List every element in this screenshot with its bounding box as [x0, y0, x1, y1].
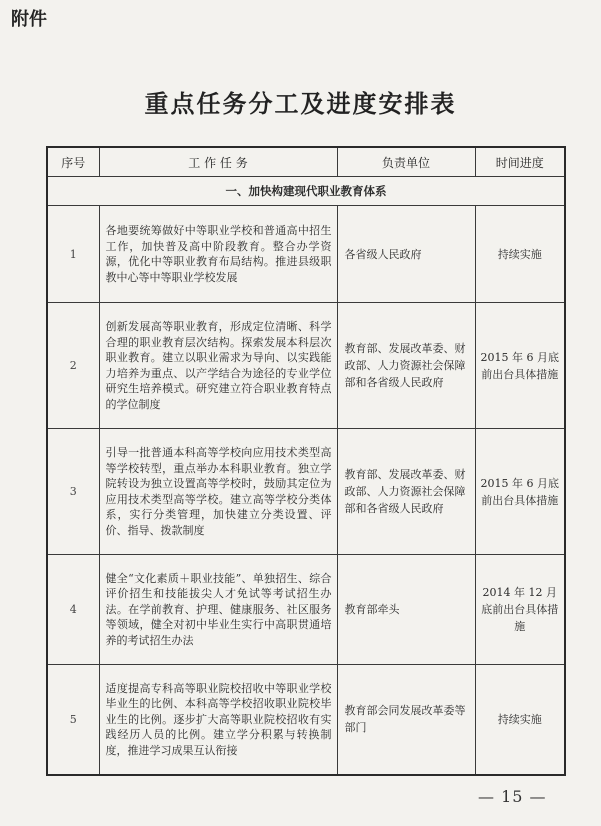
- table-row: [47, 665, 565, 775]
- row-time: 持续实施: [475, 206, 565, 303]
- row-task: 引导一批普通本科高等学校向应用技术类型高等学校转型，重点举办本科职业教育。独立学院转设为独立设置高等学校时，鼓励其定位为应用技术类型高等学校。建立高等学校分类体系，实行分类管理，加快建立分类设置、评价、指导、拨款制度: [99, 429, 337, 555]
- col-header-num: 序号: [47, 147, 99, 177]
- row-task: 适度提高专科高等职业院校招收中等职业学校毕业生的比例、本科高等学校招收职业院校毕业生的比例。逐步扩大高等职业院校招收有实践经历人员的比例。建立学分积累与转换制度，推进学习成果互认衔接: [99, 665, 337, 775]
- row-task: 创新发展高等职业教育，形成定位清晰、科学合理的职业教育层次结构。探索发展本科层次职业教育。建立以职业需求为导向、以实践能力培养为重点、以产学结合为途径的专业学位研究生培养模式。研究建立符合职业教育特点的学位制度: [99, 303, 337, 429]
- row-time: 2014 年 12 月底前出台具体措施: [475, 555, 565, 665]
- table-row: [47, 206, 565, 303]
- page-title: 重点任务分工及进度安排表: [144, 89, 457, 118]
- row-num: 5: [47, 665, 99, 775]
- row-num: 3: [47, 429, 99, 555]
- row-task: 各地要统筹做好中等职业学校和普通高中招生工作，加快普及高中阶段教育。整合办学资源，优化中等职业教育布局结构。推进县级职教中心等中等职业学校发展: [99, 206, 337, 303]
- row-time: 2015 年 6 月底前出台具体措施: [475, 303, 565, 429]
- task-table: [46, 146, 566, 776]
- row-unit: 各省级人民政府: [337, 206, 475, 303]
- table-row: [47, 429, 565, 555]
- row-time: 持续实施: [475, 665, 565, 775]
- row-num: 1: [47, 206, 99, 303]
- col-header-time: 时间进度: [475, 147, 565, 177]
- page-number: — 15 —: [478, 787, 547, 806]
- row-num: 2: [47, 303, 99, 429]
- attachment-label: 附件: [11, 9, 47, 30]
- row-num: 4: [47, 555, 99, 665]
- row-task: 健全“文化素质＋职业技能”、单独招生、综合评价招生和技能拔尖人才免试等考试招生办法。在学前教育、护理、健康服务、社区服务等领域，健全对初中毕业生实行中高职贯通培养的考试招生办法: [99, 555, 337, 665]
- section-row: [47, 177, 565, 206]
- table-header-row: [47, 147, 565, 177]
- row-unit: 教育部会同发展改革委等部门: [337, 665, 475, 775]
- col-header-task: 工 作 任 务: [99, 147, 337, 177]
- row-unit: 教育部、发展改革委、财政部、人力资源社会保障部和各省级人民政府: [337, 429, 475, 555]
- col-header-unit: 负责单位: [337, 147, 475, 177]
- section-title: 一、加快构建现代职业教育体系: [47, 177, 565, 206]
- row-unit: 教育部、发展改革委、财政部、人力资源社会保障部和各省级人民政府: [337, 303, 475, 429]
- row-time: 2015 年 6 月底前出台具体措施: [475, 429, 565, 555]
- table-row: [47, 555, 565, 665]
- table-row: [47, 303, 565, 429]
- row-unit: 教育部牵头: [337, 555, 475, 665]
